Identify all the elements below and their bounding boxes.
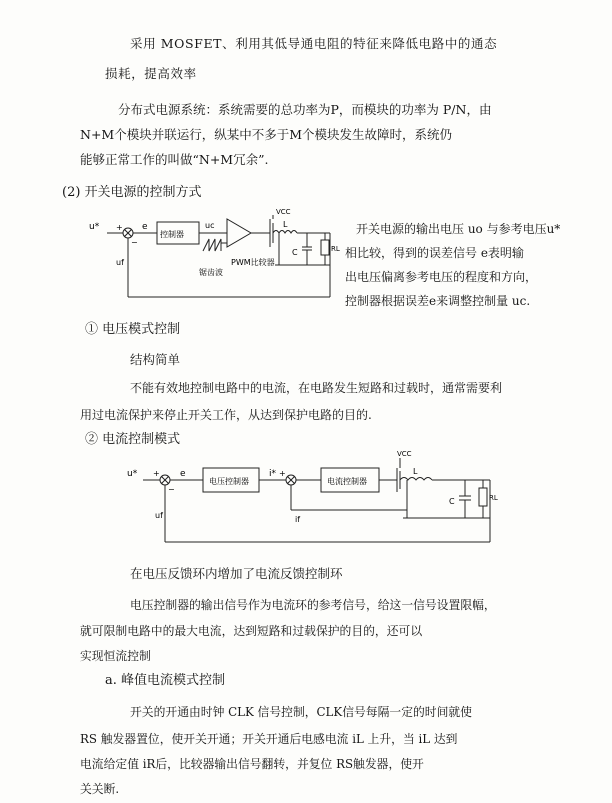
vcc-label: VCC (276, 208, 291, 216)
redundancy-line-2: N+M个模块并联运行，纵某中不多于M个模块发生故障时，系统仍 (80, 127, 453, 142)
peak-heading: a. 峰值电流模式控制 (105, 673, 226, 688)
plus-sign-2: + (153, 469, 160, 478)
peak-line-3: 电流给定值 iR后，比较器输出信号翻转，并复位 RS触发器，使开 (80, 757, 424, 771)
minus-sign: − (131, 238, 138, 247)
peak-line-4: 关关断. (80, 782, 120, 796)
current-mode-heading: ② 电流控制模式 (85, 432, 181, 447)
redundancy-line-1: 分布式电源系统：系统需要的总功率为P，而模块的功率为 P/N，由 (118, 102, 492, 117)
iref-label: i* (269, 469, 277, 479)
load-resistor-2 (479, 488, 487, 506)
ref-label-2: u* (127, 469, 138, 479)
plus-sign: + (116, 223, 123, 232)
voltage-controller-label: 电压控制器 (209, 477, 249, 486)
error-label-2: e (180, 469, 186, 479)
after-line-3: 就可限制电路中的最大电流，达到短路和过载保护的目的，还可以 (80, 624, 423, 638)
load-resistor (321, 240, 329, 255)
capacitor-label-2: C (449, 497, 455, 506)
intro-line-1: 采用 MOSFET、利用其低导通电阻的特征来降低电路中的通态 (130, 36, 498, 51)
inductor-2 (400, 478, 432, 481)
error-label: e (142, 222, 148, 232)
redundancy-line-3: 能够正常工作的叫做“N+M冗余”. (80, 152, 269, 167)
section-2-heading: (2) 开关电源的控制方式 (62, 185, 202, 200)
intro-line-2: 损耗，提高效率 (105, 66, 197, 81)
pwm-comparator (227, 219, 251, 247)
after-line-4: 实现恒流控制 (80, 649, 151, 663)
section-2-text-2: 相比较，得到的误差信号 e表明输 (345, 246, 524, 260)
load-label-2: RL (489, 494, 498, 502)
minus-sign-2: − (168, 485, 175, 494)
voltage-mode-line-2: 不能有效地控制电路中的电流，在电路发生短路和过载时，通常需要利 (130, 381, 503, 395)
comparator-label: PWM比较器 (231, 258, 275, 267)
voltage-feedback-label: uf (155, 511, 163, 520)
inductor (273, 231, 297, 234)
peak-line-2: RS 触发器置位，使开关开通；开关开通后电感电流 iL 上升，当 iL 达到 (80, 732, 458, 746)
capacitor-label: C (292, 248, 298, 257)
current-feedback-label: if (295, 515, 301, 524)
feedback-label: uf (116, 258, 124, 267)
after-line-2: 电压控制器的输出信号作为电流环的参考信号，给这一信号设置限幅， (130, 598, 496, 612)
section-2-text-3: 出电压偏离参考电压的程度和方向， (345, 270, 538, 284)
current-control-diagram (125, 446, 520, 551)
after-line-1: 在电压反馈环内增加了电流反馈控制环 (130, 566, 343, 581)
current-controller-label: 电流控制器 (327, 477, 367, 486)
voltage-control-diagram (85, 205, 350, 305)
ref-label: u* (89, 222, 100, 232)
uc-label: uc (205, 221, 215, 230)
plus-sign-3: + (279, 469, 286, 478)
inductor-label-2: L (413, 467, 418, 476)
controller-label: 控制器 (160, 230, 184, 239)
vcc-label-2: VCC (397, 450, 412, 458)
voltage-mode-heading: ① 电压模式控制 (85, 322, 181, 337)
voltage-mode-line-1: 结构简单 (130, 352, 181, 367)
section-2-text-4: 控制器根据误差e来调整控制量 uc. (345, 294, 531, 308)
section-2-text-1: 开关电源的输出电压 uo 与参考电压u* (356, 222, 561, 236)
inductor-label: L (283, 220, 288, 229)
load-label: RL (331, 245, 340, 253)
sawtooth-label: 锯齿波 (199, 268, 223, 277)
sawtooth-wave (203, 239, 221, 251)
voltage-mode-line-3: 用过电流保护来停止开关工作，从达到保护电路的目的. (80, 408, 372, 422)
peak-line-1: 开关的开通由时钟 CLK 信号控制，CLK信号每隔一定的时间就使 (130, 705, 472, 719)
